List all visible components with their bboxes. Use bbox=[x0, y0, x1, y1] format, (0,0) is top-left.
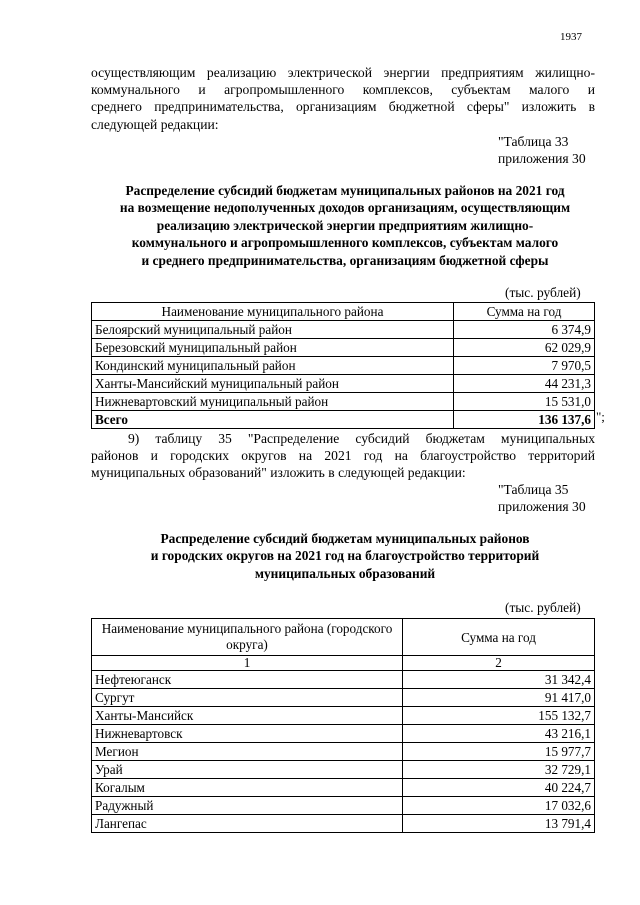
intro-line: среднего предпринимательства, организациям бюджетной сферы" изложить в bbox=[91, 99, 595, 115]
cell-name: Нижневартовский муниципальный район bbox=[92, 393, 454, 411]
closing-quote: "; bbox=[596, 409, 605, 424]
table-ref-line: приложения 30 bbox=[498, 151, 586, 167]
table-row bbox=[92, 797, 595, 815]
table35-title bbox=[70, 530, 620, 582]
cell-value: 44 231,3 bbox=[454, 375, 595, 393]
title-line: Распределение субсидий бюджетам муниципальных районов bbox=[160, 531, 530, 546]
cell-value: 155 132,7 bbox=[403, 707, 595, 725]
table-ref-line: "Таблица 33 bbox=[498, 134, 569, 149]
cell-value: 62 029,9 bbox=[454, 339, 595, 357]
table-row bbox=[92, 357, 595, 375]
cell-value: 43 216,1 bbox=[403, 725, 595, 743]
table-ref-line: приложения 30 bbox=[498, 499, 586, 515]
cell-value: 15 977,7 bbox=[403, 743, 595, 761]
cell-name: Радужный bbox=[92, 797, 403, 815]
cell-value: 6 374,9 bbox=[454, 321, 595, 339]
title-line: коммунального и агропромышленного комплексов, субъектам малого bbox=[131, 235, 559, 251]
item9-paragraph bbox=[91, 430, 595, 482]
title-line: муниципальных образований bbox=[254, 565, 436, 581]
table33-title bbox=[70, 182, 620, 269]
cell-name: Белоярский муниципальный район bbox=[92, 321, 454, 339]
cell-name: Лангепас bbox=[92, 815, 403, 833]
table35 bbox=[91, 618, 595, 833]
cell-value: 32 729,1 bbox=[403, 761, 595, 779]
table-row bbox=[92, 393, 595, 411]
table33-reference bbox=[498, 133, 586, 167]
table35-reference bbox=[498, 481, 586, 515]
table-row bbox=[92, 707, 595, 725]
header-cell: Сумма на год bbox=[403, 619, 595, 656]
title-line: Распределение субсидий бюджетам муниципальных районов на 2021 год bbox=[125, 183, 565, 198]
table-row bbox=[92, 671, 595, 689]
intro-line: осуществляющим реализацию электрической энергии предприятиям жилищно- bbox=[91, 65, 595, 80]
cell-value: 13 791,4 bbox=[403, 815, 595, 833]
cell-value: 15 531,0 bbox=[454, 393, 595, 411]
unit-label: (тыс. рублей) bbox=[505, 600, 581, 615]
table-row bbox=[92, 779, 595, 797]
intro-paragraph bbox=[91, 64, 595, 133]
cell-name: Ханты-Мансийск bbox=[92, 707, 403, 725]
header-cell: Сумма на год bbox=[454, 303, 595, 321]
table-row bbox=[92, 761, 595, 779]
cell-name: Ханты-Мансийский муниципальный район bbox=[92, 375, 454, 393]
table-row bbox=[92, 375, 595, 393]
total-row bbox=[92, 411, 595, 429]
cell-value: 40 224,7 bbox=[403, 779, 595, 797]
cell-name: Нефтеюганск bbox=[92, 671, 403, 689]
cell-name: Сургут bbox=[92, 689, 403, 707]
title-line: реализацию электрической энергии предприятиям жилищно- bbox=[156, 217, 534, 233]
title-line: и среднего предпринимательства, организациям бюджетной сферы bbox=[141, 252, 549, 268]
table-ref-line: "Таблица 35 bbox=[498, 482, 569, 497]
cell-name: Березовский муниципальный район bbox=[92, 339, 454, 357]
column-number: 2 bbox=[403, 656, 595, 671]
header-cell: Наименование муниципального района (городского округа) bbox=[92, 619, 403, 656]
table-row bbox=[92, 815, 595, 833]
unit-label: (тыс. рублей) bbox=[505, 285, 581, 300]
cell-value: 31 342,4 bbox=[403, 671, 595, 689]
cell-value: 17 032,6 bbox=[403, 797, 595, 815]
intro-line: коммунального и агропромышленного комплексов, субъектам малого и bbox=[91, 82, 595, 98]
table-row bbox=[92, 743, 595, 761]
title-line: на возмещение недополученных доходов организациям, осуществляющим bbox=[119, 200, 571, 216]
total-label: Всего bbox=[92, 411, 454, 429]
cell-value: 7 970,5 bbox=[454, 357, 595, 375]
cell-name: Нижневартовск bbox=[92, 725, 403, 743]
cell-value: 91 417,0 bbox=[403, 689, 595, 707]
table-row bbox=[92, 321, 595, 339]
cell-name: Мегион bbox=[92, 743, 403, 761]
title-line: и городских округов на 2021 год на благоустройство территорий bbox=[150, 548, 540, 564]
page-number: 1937 bbox=[560, 31, 582, 43]
cell-name: Кондинский муниципальный район bbox=[92, 357, 454, 375]
item9-line: районов и городских округов на 2021 год на благоустройство территорий bbox=[91, 448, 595, 464]
intro-line: следующей редакции: bbox=[91, 116, 219, 132]
cell-name: Урай bbox=[92, 761, 403, 779]
column-number: 1 bbox=[92, 656, 403, 671]
table-row bbox=[92, 725, 595, 743]
table-row bbox=[92, 339, 595, 357]
total-value: 136 137,6 bbox=[454, 411, 595, 429]
table-row bbox=[92, 689, 595, 707]
cell-name: Когалым bbox=[92, 779, 403, 797]
item9-line: 9) таблицу 35 "Распределение субсидий бюджетам муниципальных bbox=[128, 431, 595, 446]
item9-line: муниципальных образований" изложить в следующей редакции: bbox=[91, 465, 466, 481]
header-cell: Наименование муниципального района bbox=[92, 303, 454, 321]
table33 bbox=[91, 302, 595, 429]
